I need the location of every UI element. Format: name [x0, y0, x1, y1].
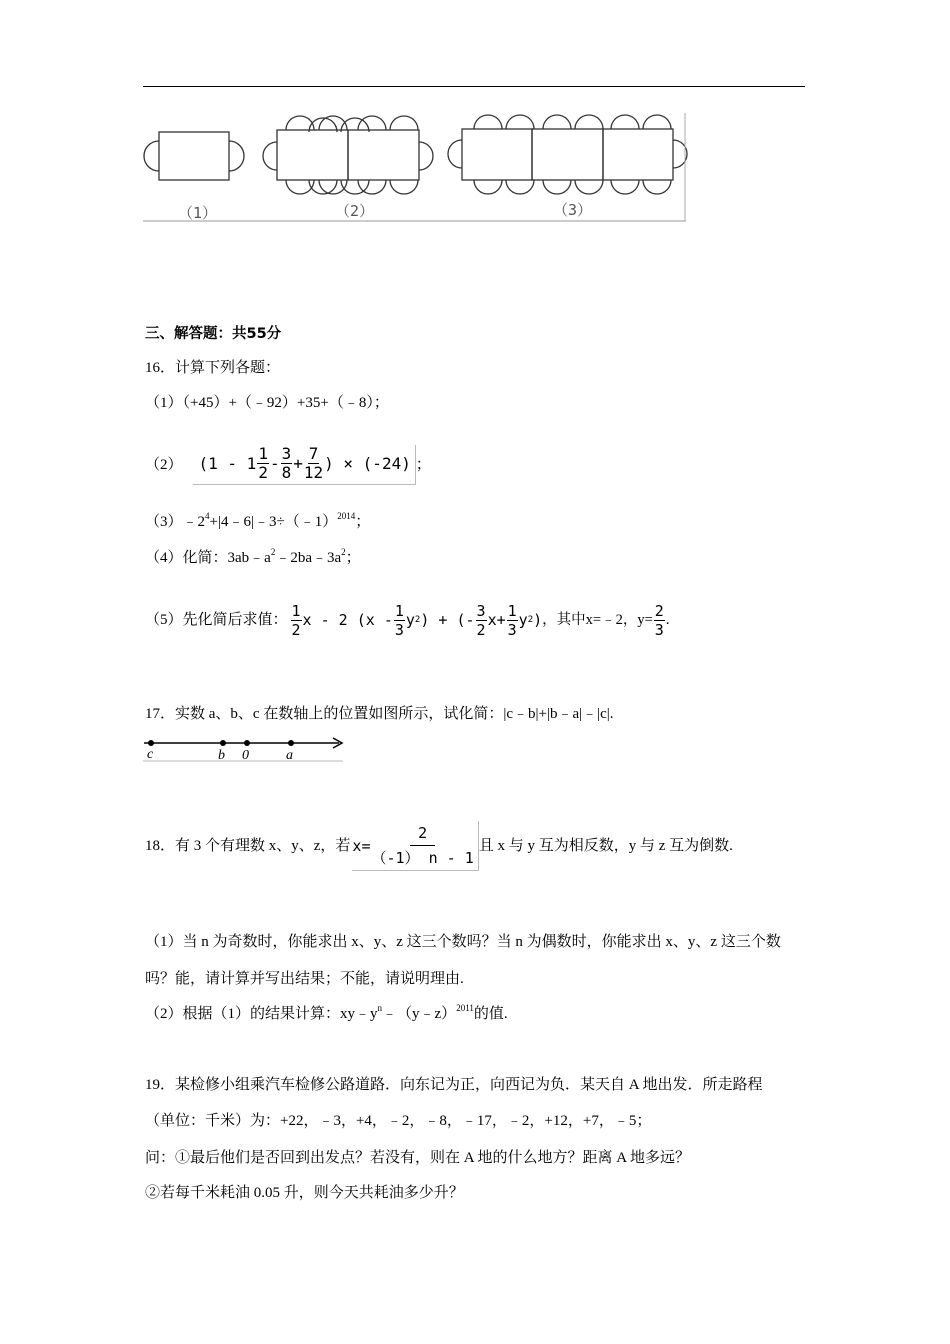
formula-text: (1 - 1: [198, 453, 257, 473]
chair: [144, 141, 159, 171]
q18-part1-line2: 吗？能，请计算并写出结果；不能，请说明理由.: [145, 971, 464, 987]
denominator: （-1） n - 1: [371, 849, 474, 867]
exponent: 2: [341, 547, 346, 557]
q19-line2: （单位：千米）为：+22，﹣3，+4，﹣2，﹣8，﹣17，﹣2，+12，+7，﹣5；: [145, 1113, 652, 1129]
formula-text: ) × (-24): [324, 453, 411, 473]
math-text: +|4﹣6|﹣3÷（﹣1）: [209, 514, 338, 530]
q16-part2-label: （2）: [145, 457, 183, 473]
q16-part1: （1）（+45）+（﹣92）+35+（﹣8）；: [145, 395, 389, 411]
math-text: 的值.: [473, 1006, 508, 1022]
denominator: 3: [654, 620, 664, 639]
chair: [543, 180, 571, 194]
label-b: b: [218, 748, 225, 763]
math-text: 3ab﹣a: [227, 550, 271, 566]
formula-text: .: [665, 612, 670, 628]
chair: [506, 115, 534, 129]
table: [603, 129, 673, 180]
denominator: 2: [291, 620, 301, 639]
chair: [309, 180, 337, 194]
number-line: [143, 733, 348, 763]
formula-text: +: [293, 453, 303, 473]
numerator: 2: [654, 601, 664, 620]
chair: [575, 180, 603, 194]
chair: [474, 180, 502, 194]
chair: [263, 142, 277, 170]
fraction: [371, 821, 473, 870]
point-zero: [244, 740, 250, 746]
numerator: 7: [308, 444, 319, 463]
table: [277, 130, 348, 180]
label-c: c: [147, 747, 154, 762]
chair: [543, 115, 571, 129]
q17-text: 17．实数 a、b、c 在数轴上的位置如图所示，试化简：|c﹣b|+|b﹣a|﹣|c|.: [145, 706, 614, 722]
part-label: （5）先化简后求值：: [145, 612, 288, 628]
q16-part2-formula: [193, 445, 416, 485]
q18-intro: [145, 818, 733, 874]
part-label: （4）化简：: [145, 550, 228, 566]
chair: [448, 140, 462, 168]
exponent: 2014: [337, 511, 356, 521]
exponent: 2011: [456, 1003, 474, 1013]
point-c: [148, 740, 154, 746]
numerator: 1: [394, 601, 404, 620]
label-a: a: [286, 748, 293, 763]
denominator: 12: [303, 463, 324, 482]
chair: [390, 116, 418, 130]
formula-text: x - 2 (x -: [302, 611, 393, 629]
math-text: ﹣2: [182, 514, 206, 530]
fraction: [654, 602, 665, 639]
chair: [643, 180, 671, 194]
point-b: [220, 740, 226, 746]
exponent: n: [377, 1003, 383, 1013]
denominator: 8: [281, 463, 292, 482]
chair: [611, 115, 639, 129]
chair: [358, 116, 386, 130]
numerator: 1: [291, 601, 301, 620]
denominator: 2: [258, 463, 268, 482]
formula-text: ；: [415, 457, 431, 473]
q19-line4: ②若每千米耗油 0.05 升，则今天共耗油多少升？: [145, 1185, 464, 1201]
math-text: ；: [355, 514, 371, 530]
q18-part1-line1: （1）当 n 为奇数时，你能求出 x、y、z 这三个数吗？当 n 为偶数时，你能求出 x、y、z 这三个数: [145, 934, 781, 950]
q18-part2: [145, 1004, 508, 1024]
q16-part5-formula: $\frac{1}{2}$ x - 2 (x - $\frac{1}{3}$ y 2 ) + (- $\frac{3}{2}$ x+ $\frac{1}{3}$ y 2 ): [291, 601, 543, 639]
math-text: ；: [345, 550, 361, 566]
math-text: ﹣2ba﹣3a: [275, 550, 342, 566]
chair: [506, 180, 534, 194]
q18-suffix: 且 x 与 y 互为相反数，y 与 z 互为倒数.: [478, 838, 733, 854]
chair: [611, 180, 639, 194]
math-text: ﹣（y﹣z）: [382, 1006, 457, 1022]
chair: [286, 180, 314, 194]
q16-part2: [145, 443, 431, 487]
point-a: [288, 740, 294, 746]
formula-text: y: [405, 611, 415, 629]
numerator: 1: [258, 444, 268, 463]
q16-part5: [145, 597, 670, 643]
fraction: [304, 445, 323, 482]
fraction: [257, 445, 269, 482]
exponent: 4: [205, 511, 210, 521]
fraction: [507, 602, 518, 639]
numerator: 1: [507, 601, 517, 620]
numerator: 2: [410, 821, 435, 846]
formula-text: -: [269, 453, 280, 473]
denominator: 3: [507, 620, 517, 639]
condition-text: ，其中x=﹣2，y=: [542, 612, 653, 628]
q18-prefix: 18．有 3 个有理数 x、y、z，若: [145, 838, 351, 854]
q19-line3: 问：①最后他们是否回到出发点？若没有，则在 A 地的什么地方？距离 A 地多远？: [145, 1150, 691, 1166]
formula-text: ) + (-: [420, 611, 475, 629]
formula-text: y: [518, 611, 528, 629]
math-text: （2）根据（1）的结果计算：xy﹣y: [145, 1006, 378, 1022]
exponent: 2: [270, 547, 276, 557]
part-label: （3）: [145, 514, 183, 530]
q16-title: 16．计算下列各题：: [145, 360, 281, 376]
numerator: 3: [281, 444, 292, 463]
table: [348, 130, 419, 180]
header-rule: [143, 86, 805, 87]
chair: [390, 180, 418, 194]
formula-text: x+: [487, 611, 506, 629]
q16-part3: [145, 512, 370, 532]
q19-line1: 19．某检修小组乘汽车检修公路道路．向东记为正，向西记为负．某天自 A 地出发．所走路程: [145, 1077, 763, 1093]
fig-label-2: （2）: [335, 202, 375, 220]
fraction: [291, 602, 302, 639]
formula-text: x=: [352, 836, 371, 855]
chair: [229, 141, 244, 171]
tables-figure: [143, 108, 688, 226]
chair: [575, 115, 603, 129]
numerator: 3: [476, 601, 486, 620]
fig-label-3: （3）: [553, 201, 593, 219]
chair: [643, 115, 671, 129]
label-zero: 0: [242, 748, 249, 763]
fraction: [476, 602, 487, 639]
formula-text: ): [533, 611, 543, 629]
table: [532, 129, 603, 180]
denominator: 2: [476, 620, 486, 639]
fraction: [281, 445, 293, 482]
q18-formula: [352, 821, 478, 871]
denominator: 3: [394, 620, 404, 639]
fig-label-1: （1）: [178, 204, 218, 222]
chair: [474, 115, 502, 129]
chair: [419, 142, 433, 170]
fraction: [394, 602, 405, 639]
table: [462, 129, 532, 180]
section-title: 三、解答题：共55分: [145, 326, 282, 342]
table: [159, 132, 229, 180]
q16-part4: [145, 548, 361, 568]
